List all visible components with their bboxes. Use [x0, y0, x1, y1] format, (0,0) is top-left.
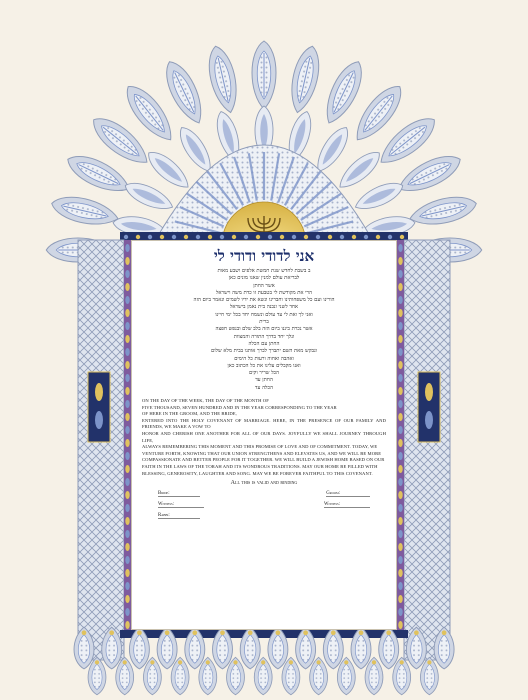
witness-1-signature-line: Witness: [158, 502, 204, 508]
hebrew-line: לבריאת עולם למנין שאנו מונים כאן [228, 275, 300, 282]
english-line: HONOR AND CHERISH ONE ANOTHER FOR ALL OF OUR DAYS. JOYFULLY WE SHALL JOURNEY THROUGH LIFE, [142, 431, 386, 443]
hebrew-line: הכל שריר וקים [248, 370, 280, 377]
ketubah-text-panel [131, 240, 397, 630]
hebrew-line: הכלה עד [254, 384, 273, 391]
english-line: BLESSING, GENEROSITY, LAUGHTER AND SONG. MAY WE BE FOREVER FAITHFUL TO THIS COVENANT. [142, 470, 373, 476]
bride-signature-line: Bride: [158, 491, 200, 497]
signature-row-3 [132, 513, 396, 519]
hebrew-line: ואנו מקבלים עלינו את כל הכתוב כאן [227, 362, 301, 369]
hebrew-line: הורינו ועם כל משפחותינו וחברינו ונשא את ידיו לשמים ונאמר ביום הזה [193, 297, 335, 304]
english-line: FIVE THOUSAND, SEVEN HUNDRED AND IN THE YEAR CORRESPONDING TO THE YEAR [142, 404, 337, 410]
english-line: COMPASSIONATE AND BETTER PEOPLE FOR IT TOGETHER. WE WILL BUILD A JEWISH HOME BASED ON OUR [142, 457, 385, 463]
right-lattice-column [404, 240, 450, 660]
hebrew-text-block [132, 268, 396, 392]
signature-row-2 [132, 502, 396, 508]
hebrew-line: אחד לשני ונבנה בית נאמן בישראל [229, 304, 299, 311]
hebrew-title: אני לדודי ודודי לי [213, 247, 315, 265]
hebrew-line: אשר נכרת ביננו ביום הזה בלב שלם ובנפש חפצה [215, 326, 313, 333]
right-jewel-panel [418, 372, 440, 442]
rabbi-signature-line: Rabbi: [158, 513, 200, 519]
closing-line: All this is valid and binding [230, 480, 298, 487]
hebrew-line: ב בשבת לחדש שנת חמשת אלפים ושבע מאות [217, 268, 311, 274]
english-line: FAITH IN THE LAWS OF THE TORAH AND ITS WONDROUS TRADITIONS. MAY OUR HOME BE FILLED WITH [142, 463, 378, 469]
english-line: ENTERED INTO THE HOLY COVENANT OF MARRIAGE. HERE, IN THE PRESENCE OF OUR FAMILY AND FRIENDS, WE MAKE A VOW TO [142, 417, 386, 430]
hebrew-line: ואהבה ואחוה ורעות כל הימים [234, 355, 294, 362]
hebrew-line: הרי את מקודשת לי בטבעת זו כדת משה וישראל [215, 289, 313, 296]
hebrew-line: אשר החתן [253, 282, 275, 289]
signature-row-1 [132, 491, 396, 497]
english-line: VENTURE FORTH, KNOWING THAT OUR UNION STRENGTHENS AND ELEVATES US, AND WE WILL BE MORE [142, 450, 382, 456]
english-line: ON THE DAY OF THE WEEK, THE DAY OF THE MONTH OF [142, 398, 269, 404]
english-line: OF HERE IN THE GROOM, AND THE BRIDE, [142, 411, 237, 417]
hebrew-line: ואני לך ואת לי עד עולם ונשמח יחד בכל ימי חיינו [215, 311, 313, 318]
hebrew-line: ברית [259, 319, 269, 326]
left-jewel-panel [88, 372, 110, 442]
english-text-block [132, 398, 396, 477]
groom-signature-line: Groom: [326, 491, 370, 497]
left-lattice-column [78, 240, 124, 660]
hebrew-line: ונבקש מאת השם יתברך לברך אותנו בבית מלא שלום [211, 348, 317, 355]
hebrew-line: החתן עד [255, 377, 273, 384]
hebrew-line: ונלך יחד בדרך התורה והמצוות [233, 333, 295, 340]
witness-2-signature-line: Witness: [324, 502, 370, 508]
hebrew-line: החתן עם הכלה [248, 340, 280, 347]
english-line: ALWAYS REMEMBERING THIS MOMENT AND THIS PROMISE OF LOVE AND OF COMMITMENT. TODAY, WE [142, 444, 378, 450]
